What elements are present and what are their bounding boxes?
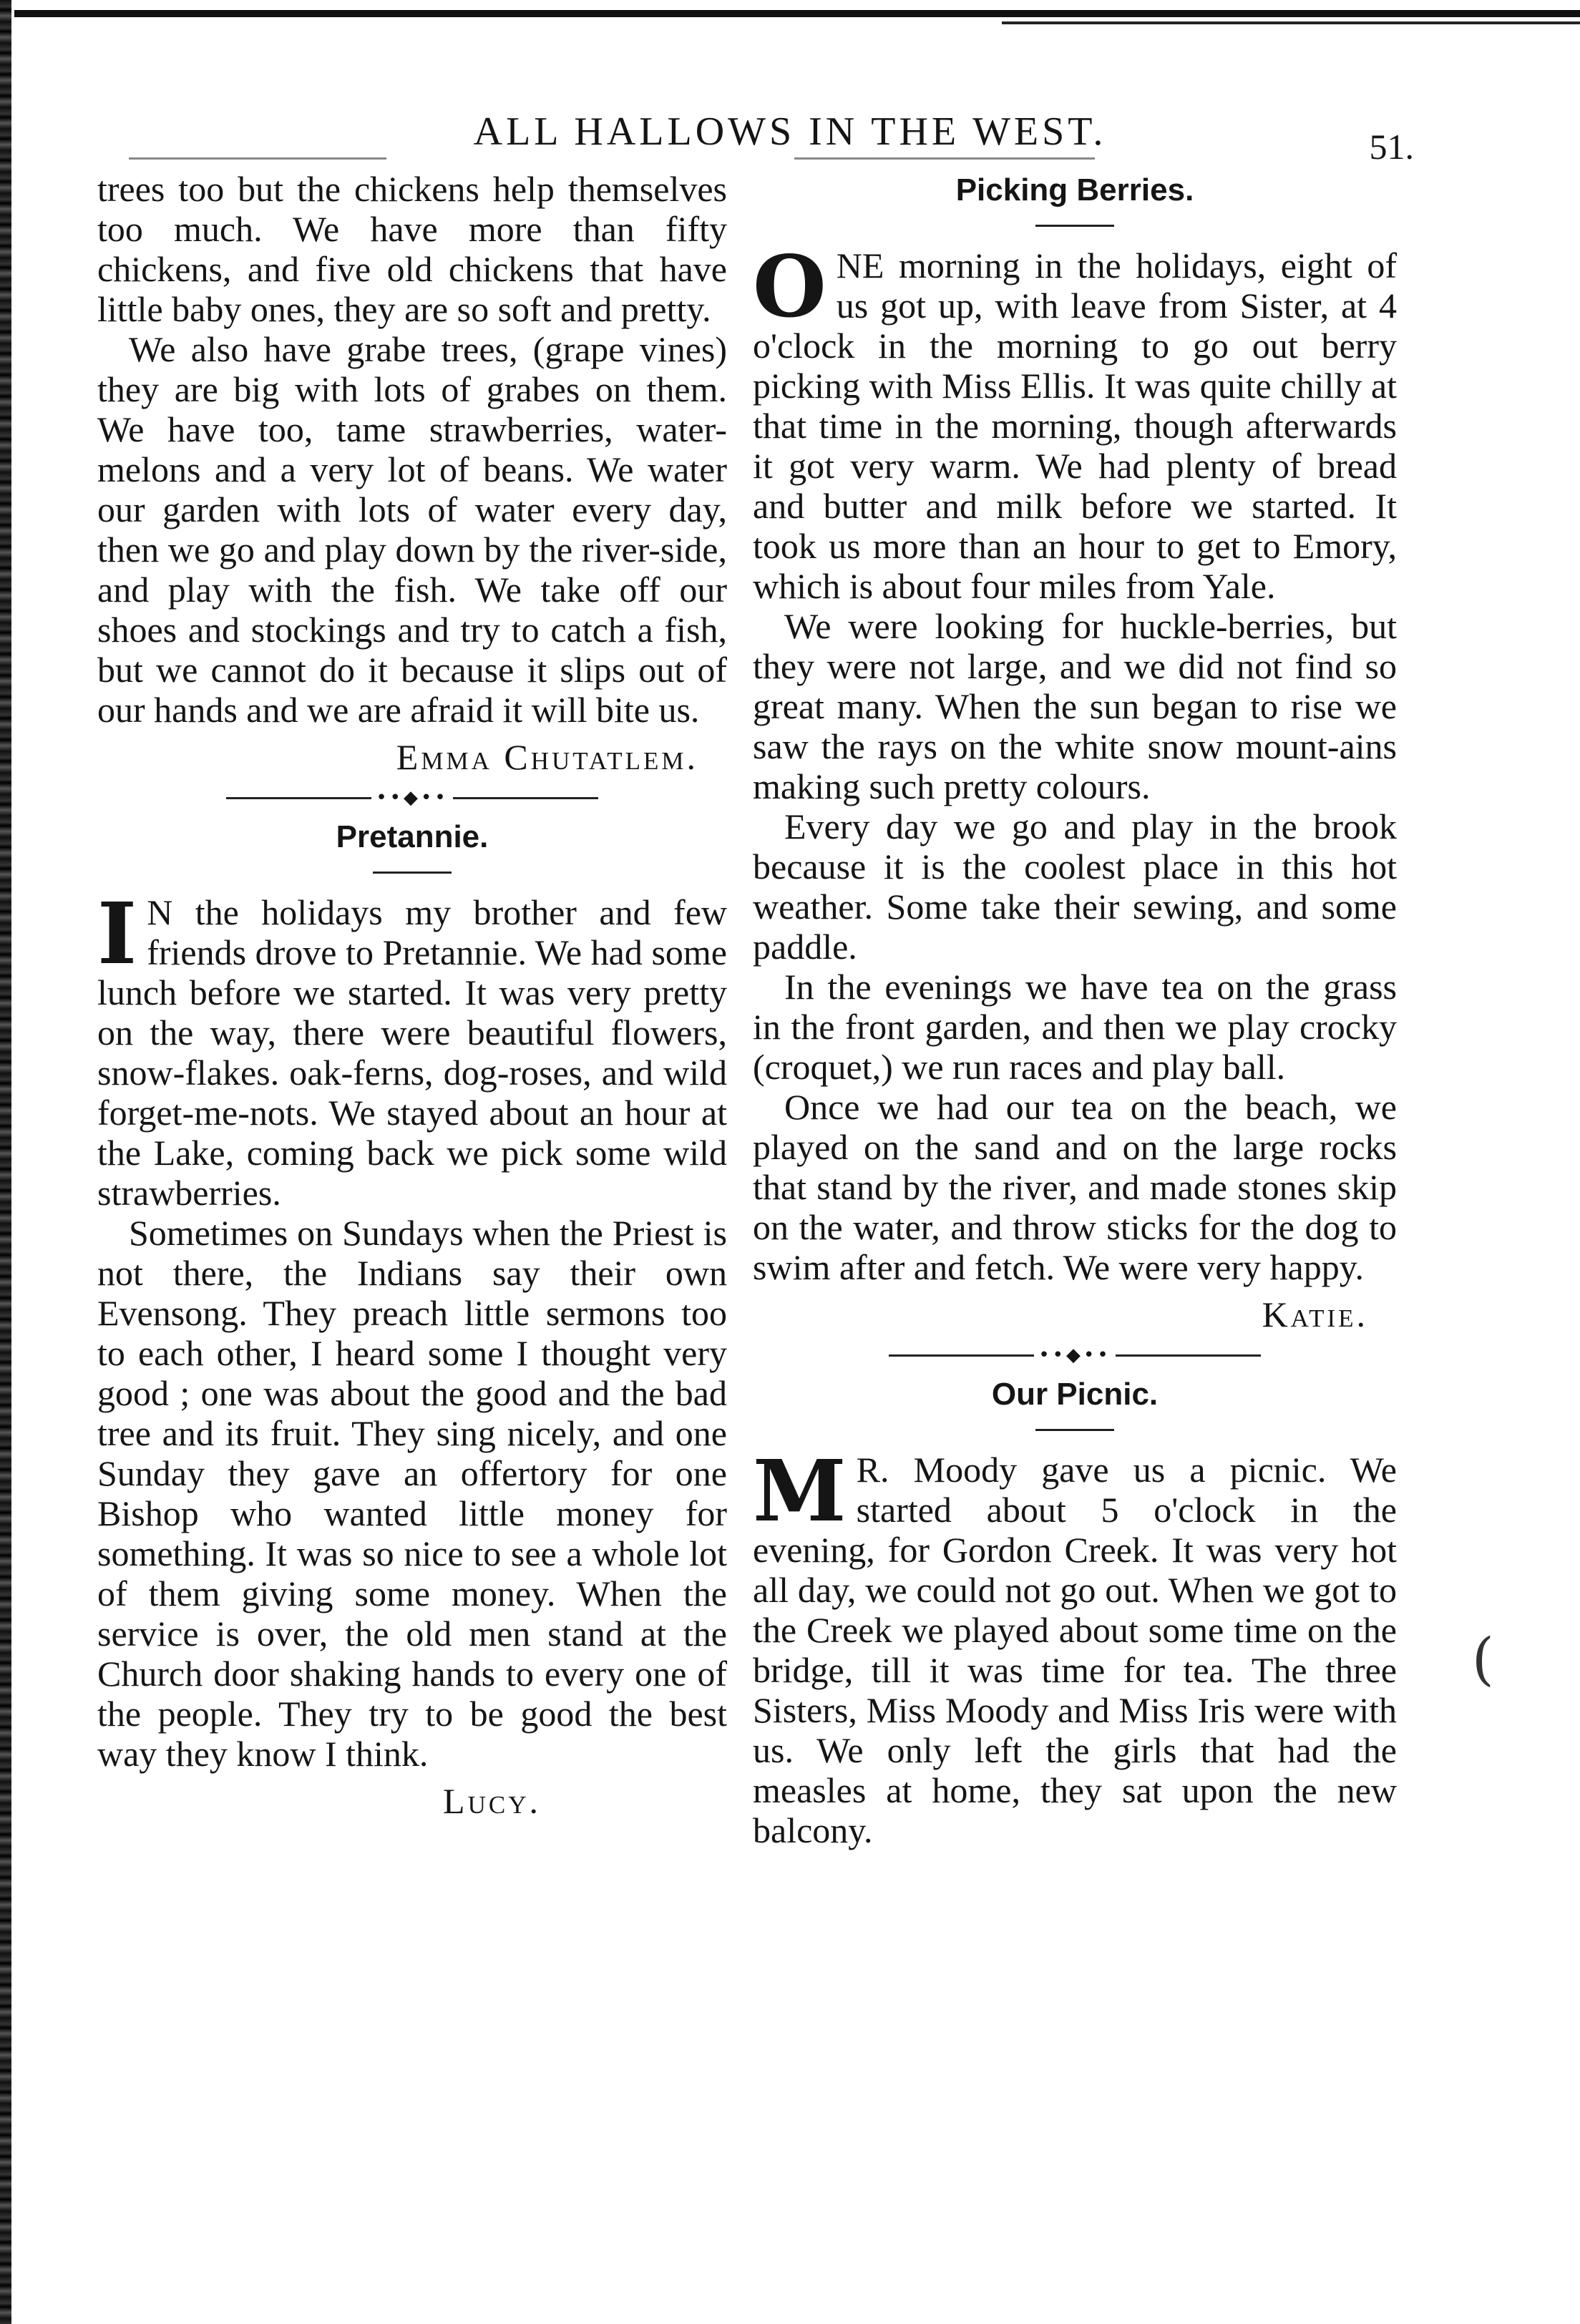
ornament-glyphs: ••◆••: [1038, 1344, 1111, 1366]
left-column: [97, 169, 727, 1831]
ornament-divider: [226, 787, 598, 809]
article-title-picking-berries: Picking Berries.: [955, 172, 1194, 208]
ornament-line: [453, 797, 598, 799]
header-rule-left: [129, 157, 386, 160]
paragraph-with-drop-cap: [97, 884, 727, 1213]
page-number: 51.: [1369, 127, 1414, 167]
paragraph-with-drop-cap: [753, 1441, 1397, 1850]
title-rule: [1035, 225, 1114, 227]
signature-lucy: Lucy.: [443, 1781, 541, 1821]
paragraph: Every day we go and play in the brook because it is the coolest place in this hot weather. Some take their sewing, and some paddle.: [753, 806, 1397, 967]
article-title-our-picnic: Our Picnic.: [991, 1377, 1159, 1412]
paragraph: trees too but the chickens help themselves too much. We have more than fifty chickens, and five old chickens that have little baby ones, they are so soft and pretty.: [97, 169, 727, 329]
ornament-divider: [889, 1344, 1261, 1366]
ornament-line: [1116, 1354, 1261, 1357]
scan-left-edge: [0, 0, 11, 2324]
article-title-pretannie: Pretannie.: [336, 819, 489, 854]
paragraph-text: R. Moody gave us a picnic. We started about 5 o'clock in the evening, for Gordon Creek. It was very hot all day, we could not go out. When we got to the Creek we played about some time on the bridge, till it was time for tea. The three Sisters, Miss Moody and Miss Iris were with us. We only left the girls that had the measles at home, they sat upon the new balcony.: [753, 1450, 1397, 1850]
paragraph-text: N the holidays my brother and few friends drove to Pretannie. We had some lunch before we started. It was very pretty on the way, there were beautiful flowers, snow-flakes. oak-ferns, dog-roses, and wild forget-me-nots. We stayed about an hour at the Lake, coming back we pick some wild strawberries.: [97, 892, 727, 1213]
ornament-line: [226, 797, 371, 799]
ornament-glyphs: ••◆••: [376, 787, 449, 809]
drop-cap: O: [753, 237, 826, 336]
scan-top-edge-thin: [1002, 21, 1580, 24]
header-rule-right: [794, 157, 1095, 160]
signature-emma: Emma Chutatlem.: [396, 737, 698, 777]
ornament-line: [889, 1354, 1034, 1357]
signature-katie: Katie.: [1262, 1294, 1368, 1334]
drop-cap: I: [97, 884, 137, 983]
drop-cap: M: [753, 1441, 847, 1541]
right-column: [753, 169, 1397, 1850]
margin-mark: (: [1471, 1626, 1494, 1692]
paragraph: We also have grabe trees, (grape vines) they are big with lots of grabes on them. We have too, tame strawberries, water-melons and a very lot of beans. We water our garden with lots of water every day, then we go and play down by the river-side, and play with the fish. We take off our shoes and stockings and try to catch a fish, but we cannot do it because it slips out of our hands and we are afraid it will bite us.: [97, 329, 727, 730]
paragraph: We were looking for huckle-berries, but they were not large, and we did not find so great many. When the sun began to rise we saw the rays on the white snow mount-ains making such pretty colours.: [753, 606, 1397, 806]
paragraph: In the evenings we have tea on the grass in the front garden, and then we play crocky (croquet,) we run races and play ball.: [753, 967, 1397, 1087]
paragraph-with-drop-cap: [753, 237, 1397, 606]
paragraph: Sometimes on Sundays when the Priest is not there, the Indians say their own Evensong. They preach little sermons too to each other, I heard some I thought very good ; one was about the good and the bad tree and its fruit. They sing nicely, and one Sunday they gave an offertory for one Bishop who wanted little money for something. It was so nice to see a whole lot of them giving some money. When the service is over, the old men stand at the Church door shaking hands to every one of the people. They try to be good the best way they know I think.: [97, 1213, 727, 1774]
running-title: ALL HALLOWS IN THE WEST.: [473, 109, 1107, 154]
title-rule: [1035, 1429, 1114, 1431]
scan-top-edge: [14, 10, 1580, 17]
title-rule: [373, 872, 452, 874]
paragraph-text: NE morning in the holidays, eight of us got up, with leave from Sister, at 4 o'clock in the morning to go out berry picking with Miss Ellis. It was quite chilly at that time in the morning, though afterwards it got very warm. We had plenty of bread and butter and milk before we started. It took us more than an hour to get to Emory, which is about four miles from Yale.: [753, 245, 1397, 606]
paragraph: Once we had our tea on the beach, we played on the sand and on the large rocks that stand by the river, and made stones skip on the water, and throw sticks for the dog to swim after and fetch. We were very happy.: [753, 1087, 1397, 1287]
